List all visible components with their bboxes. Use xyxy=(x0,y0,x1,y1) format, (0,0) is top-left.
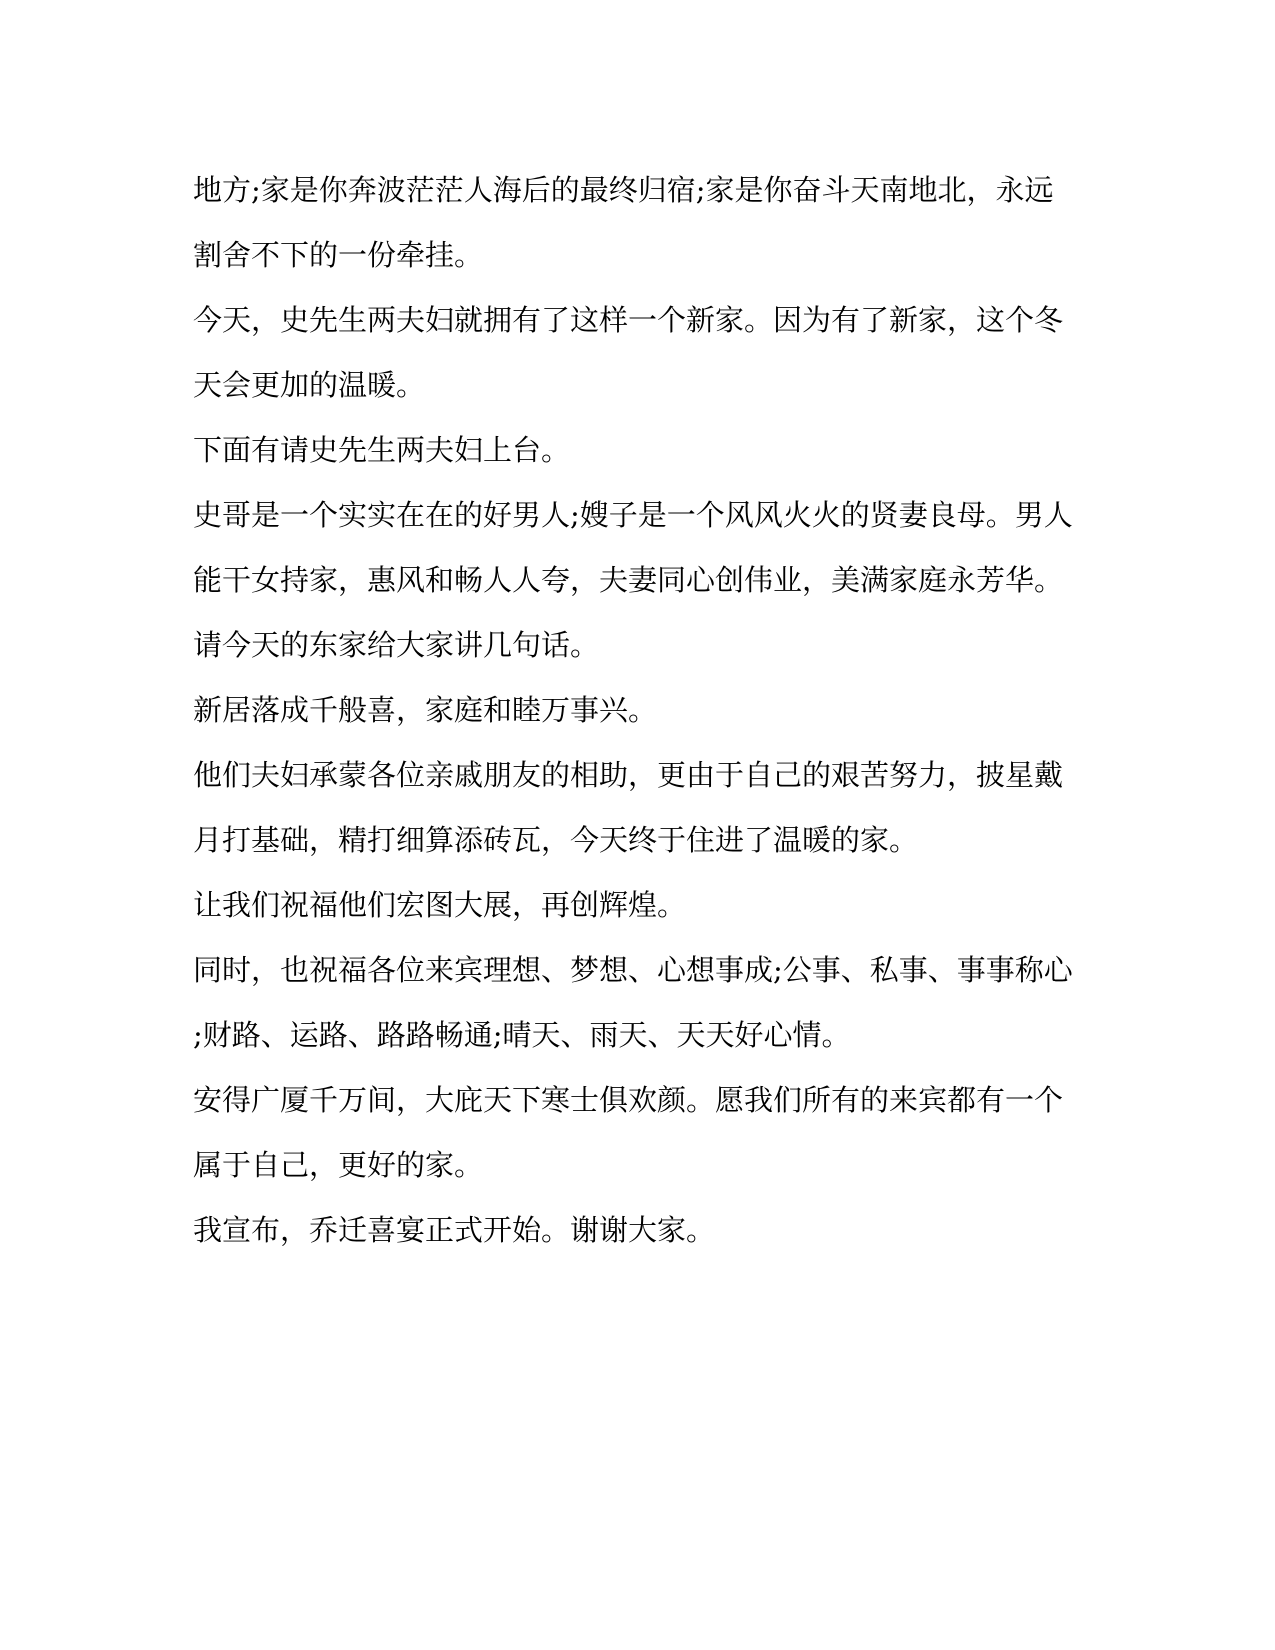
text-line: 同时，也祝福各位来宾理想、梦想、心想事成;公事、私事、事事称心 xyxy=(193,953,1073,987)
text-line: 天会更加的温暖。 xyxy=(193,368,426,402)
document-body xyxy=(193,162,1093,1267)
text-line: 新居落成千般喜，家庭和睦万事兴。 xyxy=(193,693,658,727)
text-line: 割舍不下的一份牵挂。 xyxy=(193,238,484,272)
text-line: 让我们祝福他们宏图大展，再创辉煌。 xyxy=(193,888,687,922)
text-line: 他们夫妇承蒙各位亲戚朋友的相助，更由于自己的艰苦努力，披星戴 xyxy=(193,758,1064,792)
text-line: 能干女持家，惠风和畅人人夸，夫妻同心创伟业，美满家庭永芳华。 xyxy=(193,563,1064,597)
text-line: 月打基础，精打细算添砖瓦，今天终于住进了温暖的家。 xyxy=(193,823,919,857)
text-line: 史哥是一个实实在在的好男人;嫂子是一个风风火火的贤妻良母。男人 xyxy=(193,498,1073,532)
text-line: 今天，史先生两夫妇就拥有了这样一个新家。因为有了新家，这个冬 xyxy=(193,303,1064,337)
text-line: 下面有请史先生两夫妇上台。 xyxy=(193,433,571,467)
text-line: 地方;家是你奔波茫茫人海后的最终归宿;家是你奋斗天南地北，永远 xyxy=(193,173,1054,207)
text-line: 我宣布，乔迁喜宴正式开始。谢谢大家。 xyxy=(193,1213,716,1247)
text-line: 请今天的东家给大家讲几句话。 xyxy=(193,628,600,662)
text-line: ;财路、运路、路路畅通;晴天、雨天、天天好心情。 xyxy=(193,1018,851,1052)
text-line: 安得广厦千万间，大庇天下寒士俱欢颜。愿我们所有的来宾都有一个 xyxy=(193,1083,1064,1117)
text-line: 属于自己，更好的家。 xyxy=(193,1148,484,1182)
